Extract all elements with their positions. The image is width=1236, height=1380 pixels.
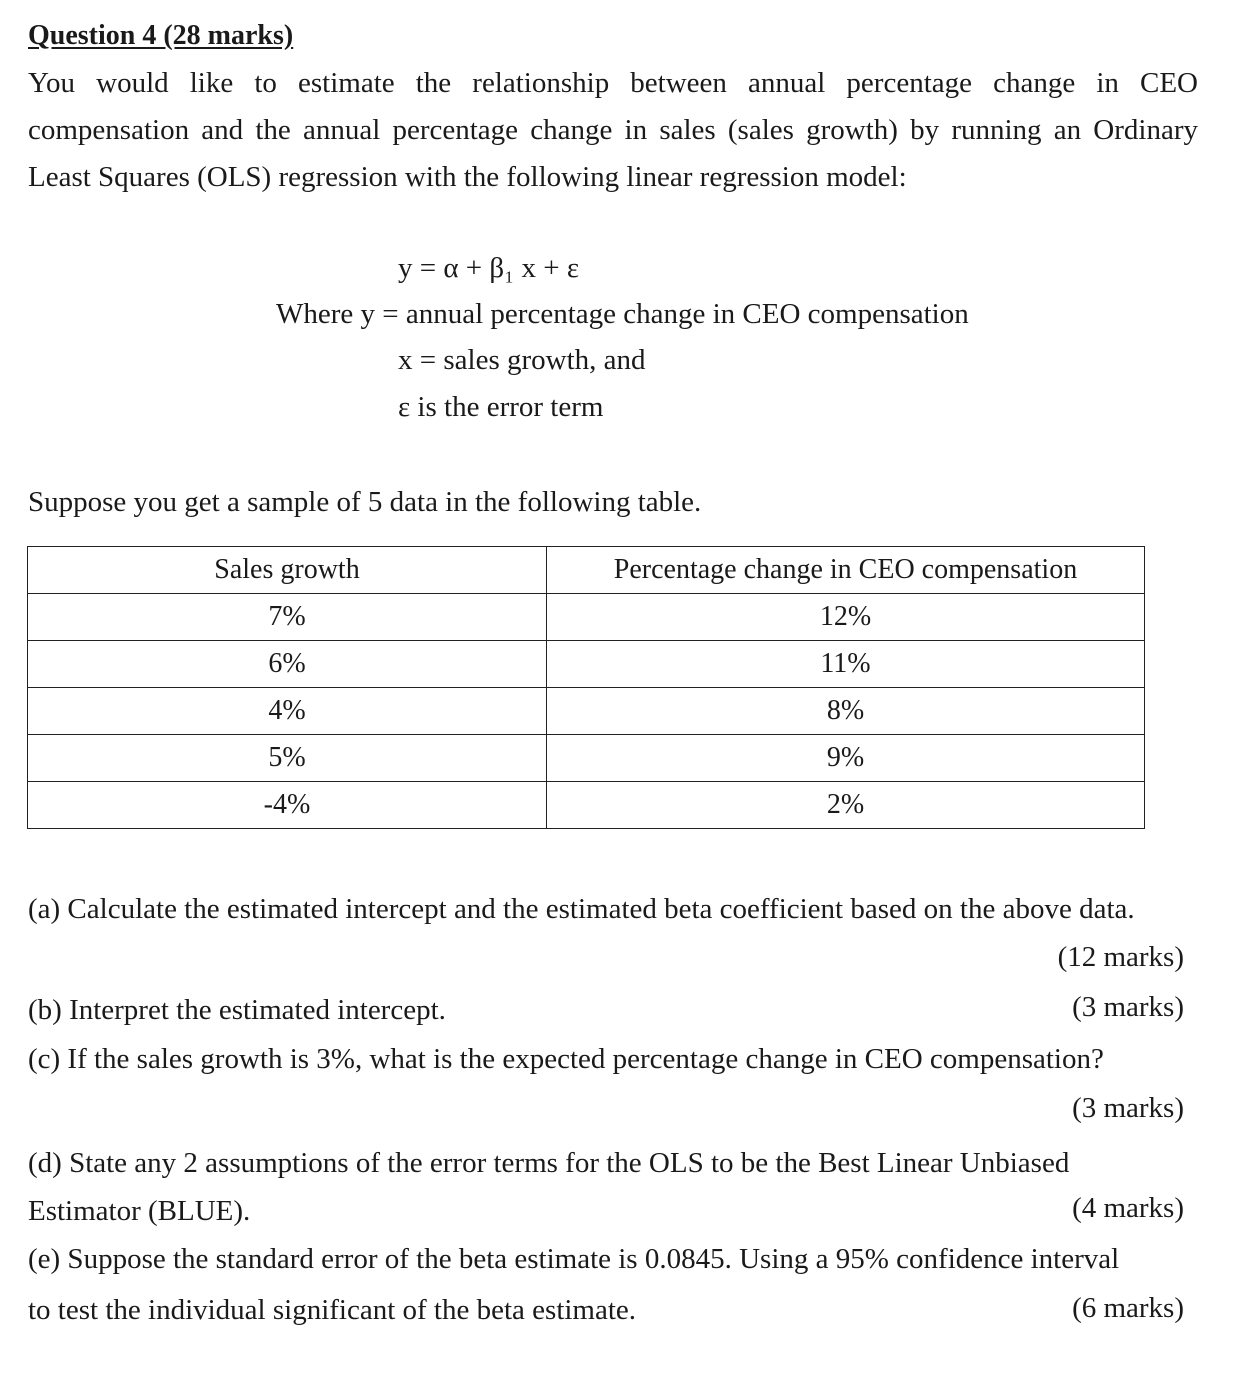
data-table xyxy=(27,546,1145,829)
cell-ceo-compensation: 8% xyxy=(547,688,1145,735)
cell-sales-growth: 4% xyxy=(28,688,547,735)
part-d-text-line2: Estimator (BLUE). xyxy=(28,1195,251,1227)
question-intro: You would like to estimate the relationship between annual percentage change in CEO compensation and the annual percentage change in sales (sales growth) by running an Ordinary Least Squares (OLS) regression with the following linear regression model: xyxy=(28,67,1198,193)
definition-y: Where y = annual percentage change in CEO compensation xyxy=(276,298,969,330)
part-b-marks: (3 marks) xyxy=(1072,991,1184,1023)
table-row xyxy=(28,735,1145,782)
cell-sales-growth: 6% xyxy=(28,641,547,688)
definition-error: ε is the error term xyxy=(398,391,604,423)
table-header-row xyxy=(28,547,1145,594)
part-a-text: (a) Calculate the estimated intercept and the estimated beta coefficient based on the above data. xyxy=(28,893,1135,925)
cell-ceo-compensation: 11% xyxy=(547,641,1145,688)
cell-ceo-compensation: 2% xyxy=(547,782,1145,829)
header-ceo-compensation: Percentage change in CEO compensation xyxy=(547,547,1145,594)
regression-equation: y = α + β₁ x + ε xyxy=(398,252,580,284)
part-a-marks: (12 marks) xyxy=(1057,941,1184,973)
part-d-text-line1: (d) State any 2 assumptions of the error terms for the OLS to be the Best Linear Unbiased xyxy=(28,1147,1070,1179)
cell-sales-growth: -4% xyxy=(28,782,547,829)
cell-sales-growth: 7% xyxy=(28,594,547,641)
cell-ceo-compensation: 12% xyxy=(547,594,1145,641)
part-c-marks: (3 marks) xyxy=(1072,1092,1184,1124)
part-e-marks: (6 marks) xyxy=(1072,1292,1184,1324)
question-title: Question 4 (28 marks) xyxy=(28,20,294,51)
part-e-text-line2: to test the individual significant of the beta estimate. xyxy=(28,1294,637,1326)
table-row xyxy=(28,782,1145,829)
cell-sales-growth: 5% xyxy=(28,735,547,782)
definition-x: x = sales growth, and xyxy=(398,344,646,376)
part-d-marks: (4 marks) xyxy=(1072,1192,1184,1224)
cell-ceo-compensation: 9% xyxy=(547,735,1145,782)
part-e-text-line1: (e) Suppose the standard error of the beta estimate is 0.0845. Using a 95% confidence interval xyxy=(28,1243,1120,1275)
table-row xyxy=(28,594,1145,641)
sample-intro: Suppose you get a sample of 5 data in the following table. xyxy=(28,486,702,518)
header-sales-growth: Sales growth xyxy=(28,547,547,594)
part-b-text: (b) Interpret the estimated intercept. xyxy=(28,994,446,1026)
table-row xyxy=(28,641,1145,688)
table-row xyxy=(28,688,1145,735)
part-c-text: (c) If the sales growth is 3%, what is the expected percentage change in CEO compensation? xyxy=(28,1043,1104,1075)
